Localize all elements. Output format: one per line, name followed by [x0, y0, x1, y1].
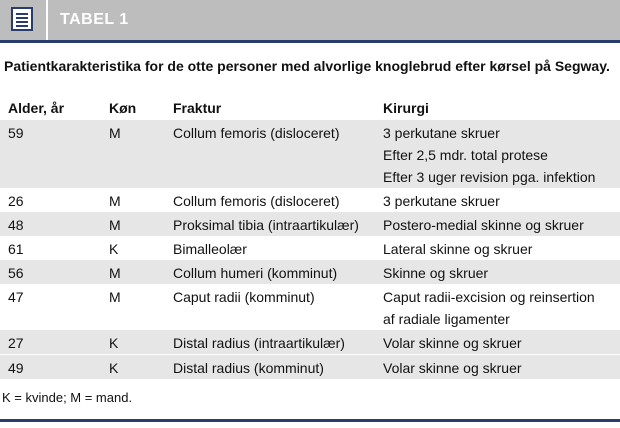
cell-sex: M: [109, 120, 173, 188]
cell-surgery: Volar skinne og skruer: [383, 355, 620, 380]
cell-fracture: Collum humeri (komminut): [173, 260, 383, 284]
table-caption: Patientkarakteristika for de otte personer med alvorlige knoglebrud efter kørsel på Segway.: [4, 58, 610, 74]
table-row: [0, 236, 620, 260]
surgery-line: Caput radii-excision og reinsertion: [383, 289, 595, 305]
cell-sex: K: [109, 355, 173, 380]
table-row: [0, 260, 620, 284]
column-header-fracture: Fraktur: [173, 100, 222, 116]
cell-surgery: Skinne og skruer: [383, 260, 620, 284]
bottom-rule: [0, 419, 620, 422]
table-row: [0, 284, 620, 330]
cell-age: 48: [0, 212, 109, 236]
surgery-line: Efter 3 uger revision pga. infektion: [383, 169, 596, 185]
table-row: [0, 120, 620, 188]
table-row: [0, 355, 620, 380]
table-row: [0, 212, 620, 236]
cell-surgery: Lateral skinne og skruer: [383, 241, 533, 257]
cell-age: 26: [8, 193, 24, 209]
table-row: [0, 188, 620, 212]
cell-sex: M: [109, 193, 121, 209]
cell-age: 49: [0, 355, 109, 380]
cell-age: 27: [0, 330, 109, 355]
cell-fracture: Distal radius (intraartikulær): [173, 330, 383, 355]
table-header-row: [0, 96, 620, 120]
cell-fracture: Collum femoris (disloceret): [173, 193, 340, 209]
table-footnote: K = kvinde; M = mand.: [2, 390, 133, 405]
cell-fracture: Bimalleolær: [173, 241, 247, 257]
patient-table: [0, 96, 620, 379]
table-row: [0, 330, 620, 355]
cell-sex: K: [109, 330, 173, 355]
cell-age: 61: [8, 241, 24, 257]
column-header-age: Alder, år: [8, 100, 65, 116]
cell-age: 47: [8, 289, 24, 305]
table-header-bar: [0, 0, 620, 43]
cell-sex: M: [109, 212, 173, 236]
table-title: TABEL 1: [60, 11, 129, 28]
cell-sex: M: [109, 289, 121, 305]
table-icon: [11, 7, 33, 31]
cell-surgery: [383, 120, 620, 188]
cell-sex: M: [109, 260, 173, 284]
cell-fracture: Proksimal tibia (intraartikulær): [173, 212, 383, 236]
cell-fracture: Distal radius (komminut): [173, 355, 383, 380]
cell-surgery: Volar skinne og skruer: [383, 330, 620, 355]
surgery-line: Efter 2,5 mdr. total protese: [383, 147, 548, 163]
column-header-sex: Køn: [109, 100, 137, 116]
cell-fracture: Collum femoris (disloceret): [173, 120, 383, 188]
cell-fracture: Caput radii (komminut): [173, 289, 315, 305]
table-icon-box: [0, 0, 48, 40]
cell-age: 59: [0, 120, 109, 188]
cell-age: 56: [0, 260, 109, 284]
column-header-surgery: Kirurgi: [383, 100, 429, 116]
cell-sex: K: [109, 241, 119, 257]
cell-surgery: 3 perkutane skruer: [383, 193, 500, 209]
cell-surgery: Postero-medial skinne og skruer: [383, 212, 620, 236]
surgery-line: 3 perkutane skruer: [383, 125, 500, 141]
cell-surgery: [383, 284, 620, 330]
surgery-line: af radiale ligamenter: [383, 311, 510, 327]
